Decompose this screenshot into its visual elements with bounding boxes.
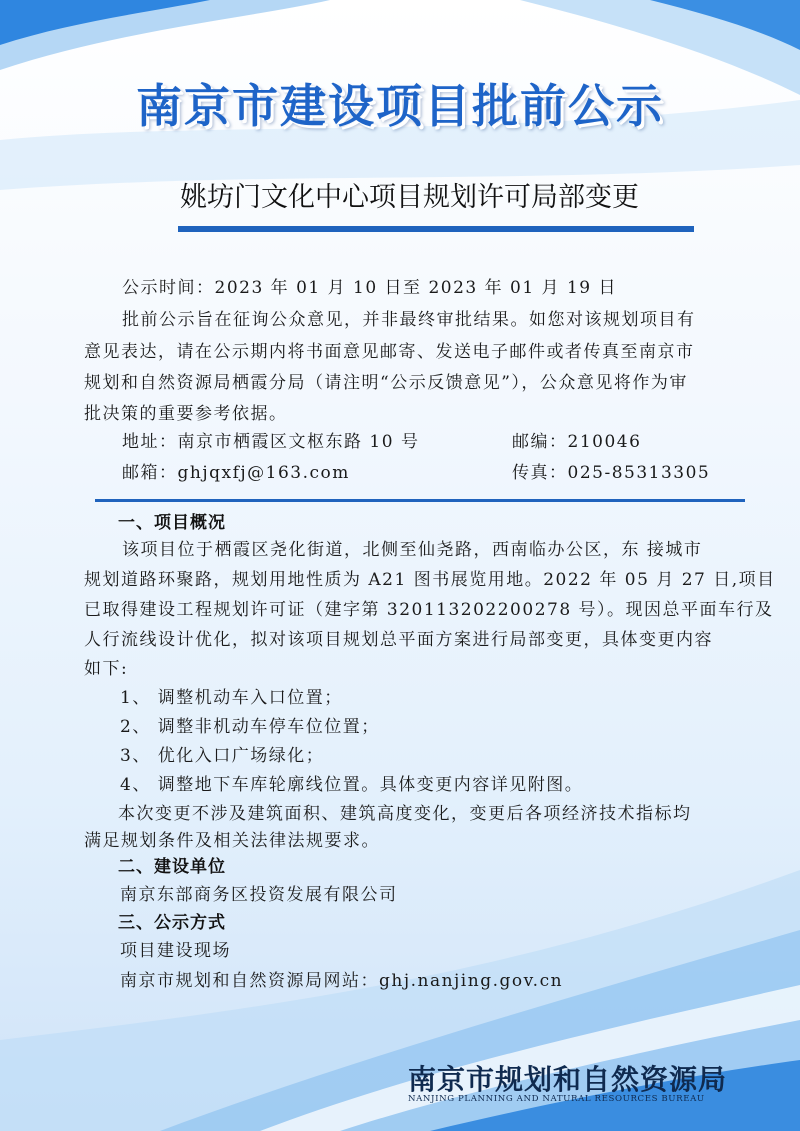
overview-line: 如下:: [84, 659, 129, 679]
closing-line: 本次变更不涉及建筑面积、建筑高度变化，变更后各项经济技术指标均: [118, 804, 692, 824]
notice-intro-line: 批前公示旨在征询公众意见，并非最终审批结果。如您对该规划项目有: [122, 310, 696, 330]
method-website: 南京市规划和自然资源局网站：ghj.nanjing.gov.cn: [120, 971, 564, 991]
page-title: 南京市建设项目批前公示: [136, 79, 664, 133]
notice-intro-line: 规划和自然资源局栖霞分局（请注明“公示反馈意见”），公众意见将作为审: [84, 373, 688, 393]
change-item: 4、 调整地下车库轮廓线位置。具体变更内容详见附图。: [120, 775, 584, 795]
footer-org-name-en: NANJING PLANNING AND NATURAL RESOURCES BUREAU: [408, 1094, 705, 1104]
page-subtitle: 姚坊门文化中心项目规划许可局部变更: [180, 182, 639, 213]
footer-org-name: 南京市规划和自然资源局: [408, 1063, 728, 1096]
notice-intro-line: 意见表达，请在公示期内将书面意见邮寄、发送电子邮件或者传真至南京市: [84, 342, 695, 362]
overview-line: 该项目位于栖霞区尧化街道，北侧至仙尧路，西南临办公区，东 接城市: [122, 540, 703, 560]
section-divider: [95, 499, 745, 502]
subtitle-underline: [178, 226, 694, 232]
section-heading-method: 三、公示方式: [118, 913, 226, 933]
address: 地址：南京市栖霞区文枢东路 10 号: [122, 432, 420, 452]
closing-line: 满足规划条件及相关法律法规要求。: [84, 831, 380, 851]
notice-period: 公示时间：2023 年 01 月 10 日至 2023 年 01 月 19 日: [122, 278, 617, 298]
fax-number: 传真：025-85313305: [512, 463, 711, 483]
section-heading-overview: 一、项目概况: [118, 513, 226, 533]
change-item: 1、 调整机动车入口位置；: [120, 688, 343, 708]
notice-intro-line: 批决策的重要参考依据。: [84, 404, 288, 424]
change-item: 2、 调整非机动车停车位位置；: [120, 717, 380, 737]
postcode: 邮编：210046: [512, 432, 642, 452]
builder-company: 南京东部商务区投资发展有限公司: [120, 885, 398, 905]
overview-line: 人行流线设计优化，拟对该项目规划总平面方案进行局部变更，具体变更内容: [84, 630, 713, 650]
overview-line: 规划道路环聚路，规划用地性质为 A21 图书展览用地。2022 年 05 月 27 日,项目: [84, 570, 776, 590]
section-heading-builder: 二、建设单位: [118, 857, 226, 877]
change-item: 3、 优化入口广场绿化；: [120, 746, 325, 766]
method-item: 项目建设现场: [120, 941, 231, 961]
email-address: 邮箱：ghjqxfj@163.com: [122, 463, 350, 483]
overview-line: 已取得建设工程规划许可证（建字第 320113202200278 号）。现因总平面车行及: [84, 600, 774, 620]
